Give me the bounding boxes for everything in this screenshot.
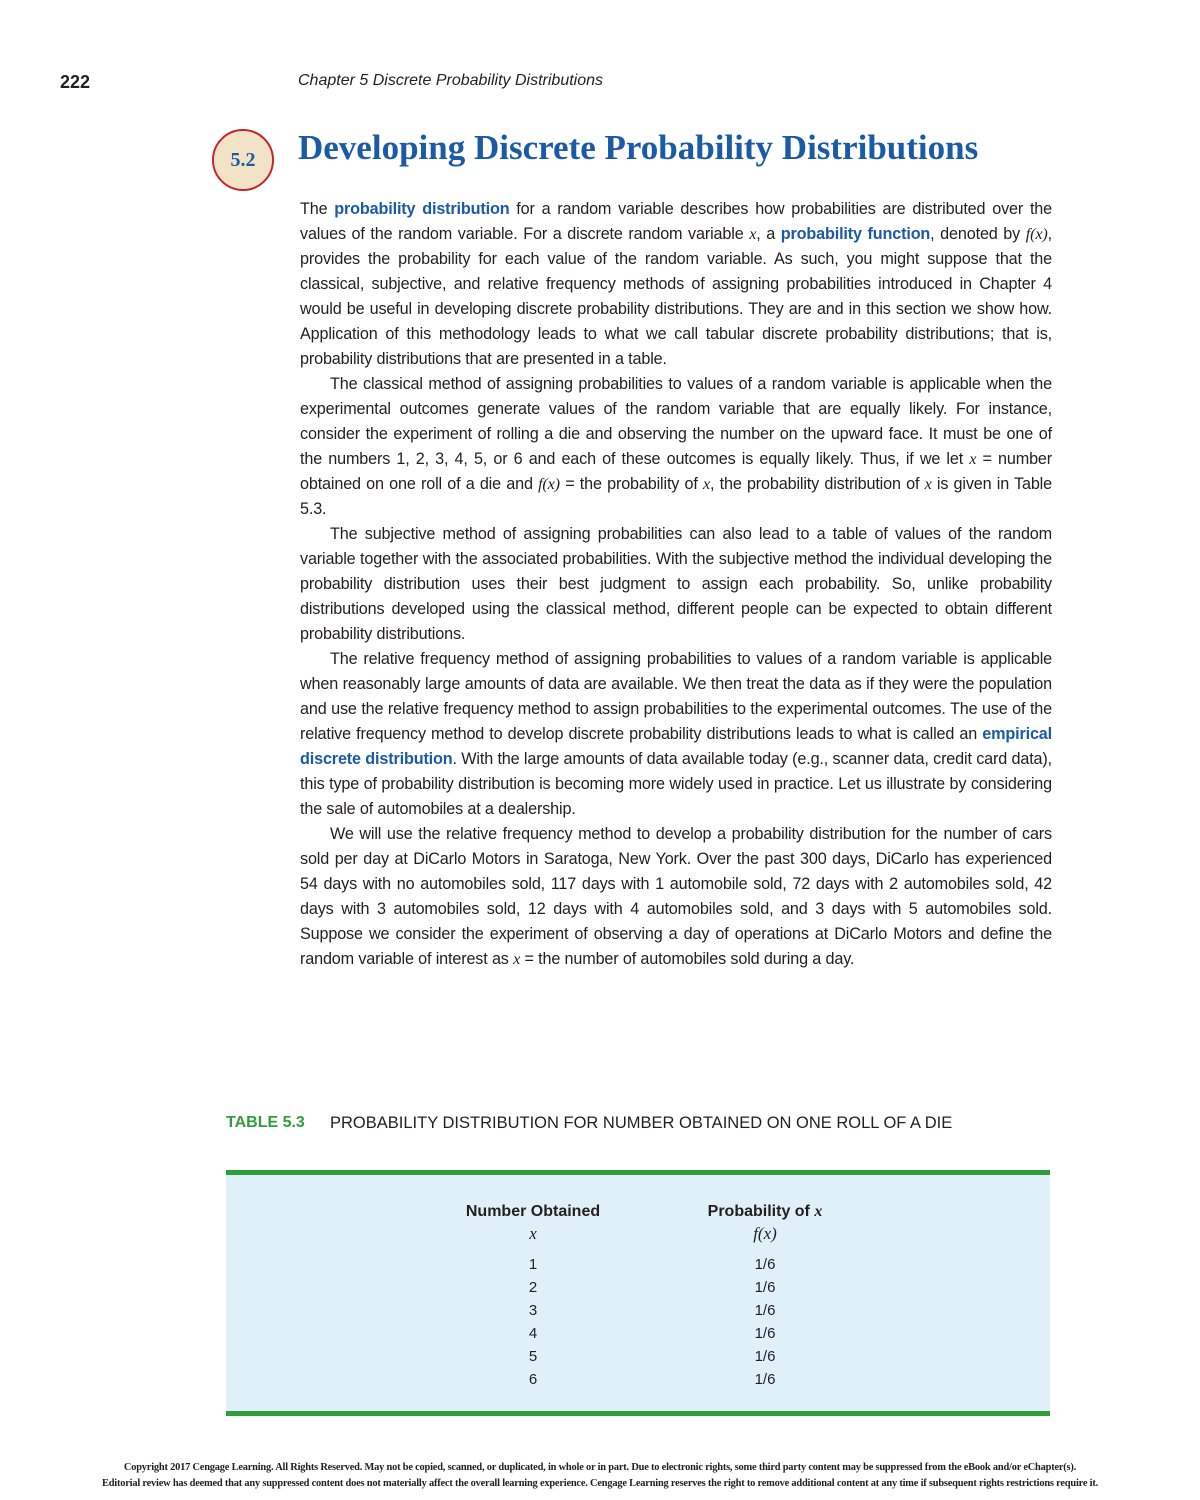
text: for a random variable describes how probabilities are distributed over the values of the random variable. For a discrete random variable — [300, 200, 1053, 243]
table-cell: 6 — [528, 1371, 538, 1388]
text: is given in Table 5.3. — [300, 475, 1052, 518]
section-number-badge: 5.2 — [212, 129, 274, 191]
math-var: x — [814, 1203, 823, 1220]
text: = number obtained on one roll of a die and — [300, 450, 1053, 493]
text: , denoted by — [930, 225, 1026, 243]
text: = the probability of — [559, 475, 703, 493]
math-var: x — [924, 475, 932, 493]
text: The relative frequency method of assigning probabilities to values of a random variable is applicable when reasonably large amounts of data are available. We then treat the data as if they were the population and use the relative frequency method to assign probabilities to the experimental outcomes. The use of the relative frequency method to develop discrete probability distributions leads to what is called an — [300, 650, 1052, 743]
running-head: Chapter 5 Discrete Probability Distributions — [298, 72, 604, 89]
paragraph-2 — [300, 372, 1052, 522]
text: = the number of automobiles sold during a day. — [520, 950, 855, 968]
text: , a — [756, 225, 781, 243]
math-var: x — [702, 475, 711, 493]
table-cell: 2 — [528, 1279, 538, 1296]
copyright-line-1: Copyright 2017 Cengage Learning. All Rights Reserved. May not be copied, scanned, or duplicated, in whole or in part. Due to electronic rights, some third party content may be suppressed from the eBook and/or eChapter(s). — [123, 1462, 1077, 1473]
text: , provides the probability for each value of the random variable. As such, you might suppose that the classical, subjective, and relative frequency methods of assigning probabilities introduced in Chapter 4 would be useful in developing discrete probability distributions. They are and in this section we show how. Application of this methodology leads to what we call tabular discrete probability distributions; that is, probability distributions that are presented in a table. — [300, 225, 1052, 368]
math-var: x — [749, 225, 757, 243]
table-cell: 1/6 — [754, 1302, 776, 1319]
table-cell: 1 — [528, 1256, 538, 1273]
table-cell: 3 — [528, 1302, 538, 1319]
table-label: TABLE 5.3 — [226, 1114, 305, 1131]
table-cell: 1/6 — [754, 1279, 776, 1296]
body-text — [300, 197, 1052, 972]
key-term-probability-function: probability function — [780, 225, 931, 243]
table-cell: 4 — [528, 1325, 538, 1342]
table-cell: 1/6 — [754, 1371, 776, 1388]
math-var: x — [969, 450, 977, 468]
column-heading-text: Probability of — [707, 1203, 815, 1220]
copyright-footer — [0, 1460, 1200, 1492]
table-cell: 1/6 — [754, 1256, 776, 1273]
text: The classical method of assigning probabilities to values of a random variable is applicable when the experimental outcomes generate values of the random variable that are equally likely. For instance, consider the experiment of rolling a die and observing the number on the upward face. It must be one of the numbers 1, 2, 3, 4, 5, or 6 and each of these outcomes is equally likely. Thus, if we let — [300, 375, 1052, 468]
copyright-line-2: Editorial review has deemed that any suppressed content does not materially affect the overall learning experience. Cengage Learning reserves the right to remove additional content at any time if subsequent rights restrictions require it. — [101, 1478, 1099, 1489]
paragraph-4 — [300, 647, 1052, 822]
table-column-number-obtained — [448, 1201, 618, 1391]
table-cell: 1/6 — [754, 1348, 776, 1365]
table-column-probability — [680, 1201, 850, 1391]
table-cell: 1/6 — [754, 1325, 776, 1342]
page-number: 222 — [60, 72, 91, 92]
column-heading: Number Obtained — [465, 1203, 601, 1220]
key-term-probability-distribution: probability distribution — [334, 200, 510, 218]
column-symbol: x — [529, 1224, 537, 1243]
probability-table — [226, 1170, 1050, 1416]
key-term-empirical-discrete-distribution: empirical discrete distribution — [300, 725, 1052, 768]
math-var: f(x) — [538, 475, 560, 493]
column-symbol: f(x) — [753, 1224, 777, 1243]
table-title: PROBABILITY DISTRIBUTION FOR NUMBER OBTAINED ON ONE ROLL OF A DIE — [330, 1114, 953, 1132]
text: . With the large amounts of data available today (e.g., scanner data, credit card data), this type of probability distribution is becoming more widely used in practice. Let us illustrate by considering the sale of automobiles at a dealership. — [300, 750, 1053, 818]
text: The — [300, 200, 335, 218]
section-title: Developing Discrete Probability Distributions — [298, 128, 979, 167]
paragraph-3: The subjective method of assigning probabilities can also lead to a table of values of the random variable together with the associated probabilities. With the subjective method the individual developing the probability distribution uses their best judgment to assign each probability. So, unlike probability distributions developed using the classical method, different people can be expected to obtain different probability distributions. — [300, 525, 1052, 643]
paragraph-5 — [300, 822, 1052, 972]
text: We will use the relative frequency method to develop a probability distribution for the number of cars sold per day at DiCarlo Motors in Saratoga, New York. Over the past 300 days, DiCarlo has experienced 54 days with no automobiles sold, 117 days with 1 automobile sold, 72 days with 2 automobiles sold, 42 days with 3 automobiles sold, 12 days with 4 automobiles sold, and 3 days with 5 automobiles sold. Suppose we consider the experiment of observing a day of operations at DiCarlo Motors and define the random variable of interest as — [300, 825, 1052, 968]
math-var: x — [513, 950, 521, 968]
table-cell: 5 — [528, 1348, 538, 1365]
paragraph-1 — [300, 197, 1052, 372]
column-heading — [680, 1201, 850, 1223]
text: , the probability distribution of — [710, 475, 925, 493]
math-var: f(x) — [1025, 225, 1048, 243]
